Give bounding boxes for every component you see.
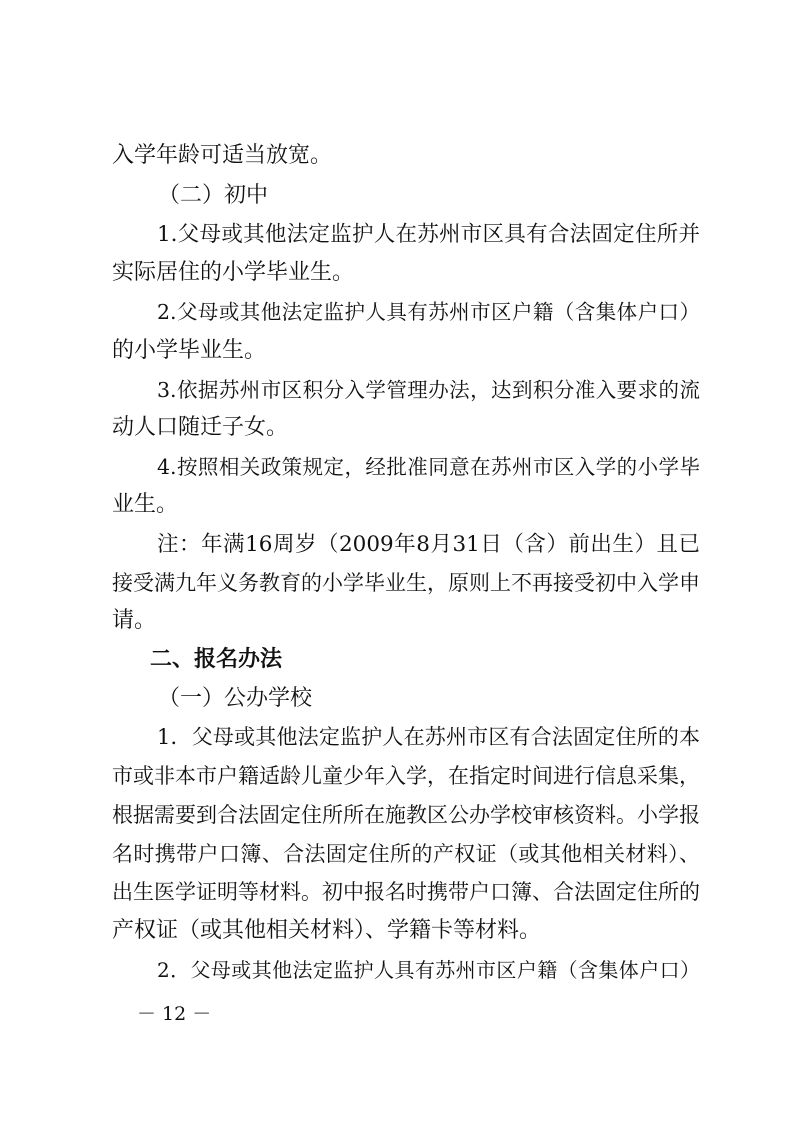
note-text-line: 请。 xyxy=(112,608,157,633)
body-text-line: 市或非本市户籍适龄儿童少年入学，在指定时间进行信息采集， xyxy=(112,764,700,788)
subsection-heading-public-schools: （一）公办学校 xyxy=(158,686,313,711)
body-text-line: 4.按照相关政策规定，经批准同意在苏州市区入学的小学毕 xyxy=(157,455,700,479)
body-text-line: 产权证（或其他相关材料）、学籍卡等材料。 xyxy=(112,918,542,943)
body-text-line: 的小学毕业生。 xyxy=(112,338,267,363)
body-text-line: 入学年龄可适当放宽。 xyxy=(112,143,333,168)
body-text-line: 动人口随迁子女。 xyxy=(112,415,289,440)
body-text-line: 2.父母或其他法定监护人具有苏州市区户籍（含集体户口） xyxy=(157,300,700,324)
note-text-line: 注：年满16周岁（2009年8月31日（含）前出生）且已 xyxy=(157,532,700,557)
body-text-line: 根据需要到合法固定住所所在施教区公办学校审核资料。小学报 xyxy=(112,803,700,827)
body-text-line: 1.父母或其他法定监护人在苏州市区具有合法固定住所并 xyxy=(157,222,700,247)
page-number: － 12 － xyxy=(137,1003,212,1025)
body-text-line: 3.依据苏州市区积分入学管理办法，达到积分准入要求的流 xyxy=(157,378,700,402)
section-heading-registration: 二、报名办法 xyxy=(150,647,283,672)
subsection-heading-junior-high: （二）初中 xyxy=(158,183,269,208)
body-text-line: 实际居住的小学毕业生。 xyxy=(112,260,355,285)
note-text-line: 接受满九年义务教育的小学毕业生，原则上不再接受初中入学申 xyxy=(112,571,700,595)
body-text-line: 名时携带户口簿、合法固定住所的产权证（或其他相关材料）、 xyxy=(112,842,700,866)
body-text-line: 业生。 xyxy=(112,492,179,517)
body-text-line: 1．父母或其他法定监护人在苏州市区有合法固定住所的本 xyxy=(157,725,700,749)
body-text-line: 出生医学证明等材料。初中报名时携带户口簿、合法固定住所的 xyxy=(112,880,700,904)
body-text-line: 2．父母或其他法定监护人具有苏州市区户籍（含集体户口） xyxy=(157,958,700,982)
